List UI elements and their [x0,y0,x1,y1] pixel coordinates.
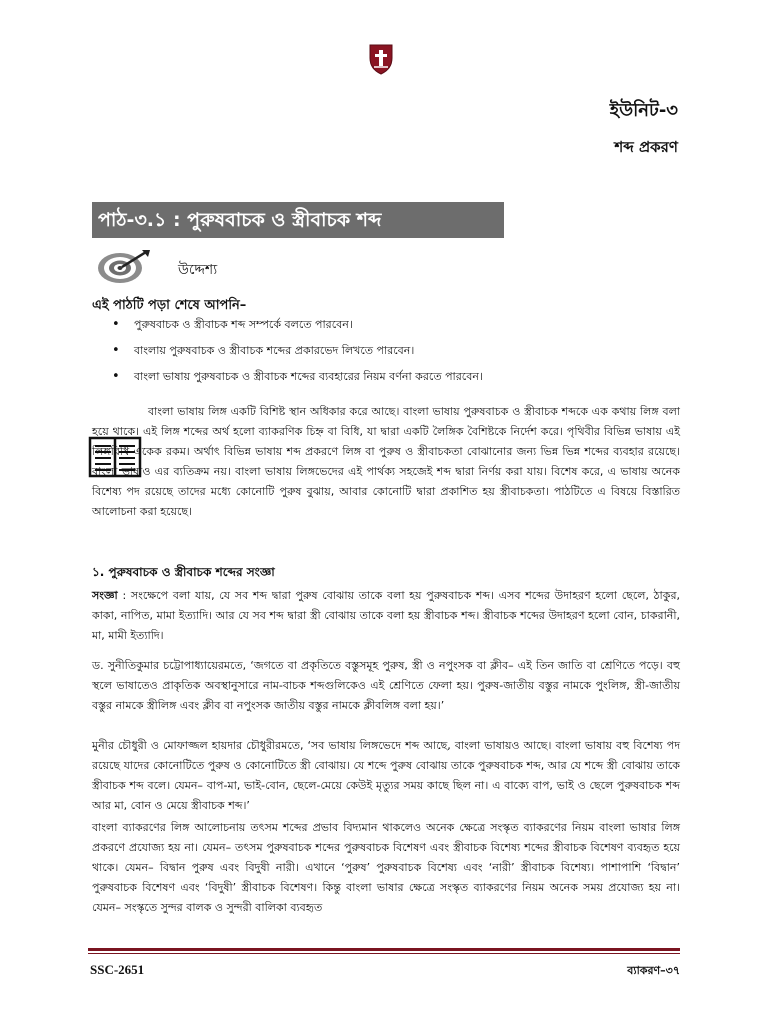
section-heading: ১. পুরুষবাচক ও স্ত্রীবাচক শব্দের সংজ্ঞা [92,565,275,579]
definition-label: সংজ্ঞা [92,589,118,602]
lesson-title-bar: পাঠ-৩.১ : পুরুষবাচক ও স্ত্রীবাচক শব্দ [92,202,504,238]
target-icon [96,248,152,286]
definition-paragraph: সংজ্ঞা : সংক্ষেপে বলা যায়, যে সব শব্দ দ্বারা পুরুষ বোঝায় তাকে বলা হয় পুরুষবাচক শব্দ। এসব শব্দের উদাহরণ হলো ছেলে, ঠাকুর, কাকা, নাপিত, মামা ইত্যাদি। আর যে সব শব্দ দ্বারা স্ত্রী বোঝায় তাকে বলা হয় স্ত্রীবাচক শব্দ। স্ত্রীবাচক শব্দের উদাহরণ হলো বোন, চাকরানী, মা, মামী ইত্যাদি। [92,589,680,642]
list-item: • পুরুষবাচক ও স্ত্রীবাচক শব্দ সম্পর্কে বলতে পারবেন। [110,318,670,344]
page-label: ব্যাকরণ–৩৭ [627,964,680,977]
unit-subtitle: শব্দ প্রকরণ [614,138,678,156]
footer-rule [88,948,680,951]
university-logo [366,42,396,76]
chatterji-paragraph: ড. সুনীতিকুমার চট্টোপাধ্যায়েরমতে, ‘জগতে বা প্রকৃতিতে বস্তুসমূহ পুরুষ, স্ত্রী ও নপুংসক বা ক্লীব– এই তিন জাতি বা শ্রেণিতে পড়ে। বহু স্থলে ভাষাতেও প্রাকৃতিক অবস্থানুসারে নাম-বাচক শব্দগুলিকেও এই শ্রেণিতে ফেলা হয়। পুরুষ-জাতীয় বস্তুর নামকে পুংলিঙ্গ, স্ত্রী-জাতীয় বস্তুর নামকে স্ত্রীলিঙ্গ এবং ক্লীব বা নপুংসক জাতীয় বস্তুর নামকে ক্লীবলিঙ্গ বলা হয়।’ [92,659,680,712]
unit-title: ইউনিট-৩ [609,100,678,121]
course-code: SSC-2651 [90,962,145,977]
objective-label: উদ্দেশ্য [178,262,218,278]
objectives-list [110,318,670,396]
intro-paragraph: বাংলা ভাষায় লিঙ্গ একটি বিশিষ্ট স্থান অধিকার করে আছে। বাংলা ভাষায় পুরুষবাচক ও স্ত্রীবাচক শব্দকে এক কথায় লিঙ্গ বলা হয়ে থাকে। এই লিঙ্গ শব্দের অর্থ হলো ব্যাকরণিক চিহ্ন বা বিধি, যা দ্বারা একটি লৈঙ্গিক বৈশিষ্টকে নির্দেশ করে। পৃথিবীর বিভিন্ন ভাষায় এই লিঙ্গবিধি একেক রকম। অর্থাৎ বিভিন্ন ভাষায় শব্দ প্রকরণে লিঙ্গ বা পুরুষ ও স্ত্রীবাচকতা বোঝানোর জন্য ভিন্ন ভিন্ন শব্দের ব্যবহার রয়েছে। বাংলা ভাষাও এর ব্যতিক্রম নয়। বাংলা ভাষায় লিঙ্গভেদের এই পার্থক্য সহজেই শব্দ দ্বারা নির্ণয় করা যায়। বিশেষ করে, এ ভাষায় অনেক বিশেষ্য পদ রয়েছে তাদের মধ্যে কোনোটি পুরুষ বুঝায়, আবার কোনোটি দ্বারা প্রকাশিত হয় স্ত্রীবাচকতা। পাঠটিতে এ বিষয়ে বিস্তারিত আলোচনা করা হয়েছে। [92,405,680,518]
list-item: • বাংলা ভাষায় পুরুষবাচক ও স্ত্রীবাচক শব্দের ব্যবহারের নিয়ম বর্ণনা করতে পারবেন। [110,370,670,396]
munier-paragraph: মুনীর চৌধুরী ও মোফাজ্জল হায়দার চৌধুরীরমতে, ‘সব ভাষায় লিঙ্গভেদে শব্দ আছে, বাংলা ভাষায়ও আছে। বাংলা ভাষায় বহু বিশেষ্য পদ রয়েছে যাদের কোনোটিতে পুরুষ ও কোনোটিতে স্ত্রী বোঝায়। যে শব্দে পুরুষ বোঝায় তাকে পুরুষবাচক শব্দ, আর যে শব্দে স্ত্রী বোঝায় তাকে স্ত্রীবাচক শব্দ বলে। যেমন– বাপ-মা, ভাই-বোন, ছেলে-মেয়ে কেউই মৃত্যুর সময় কাছে ছিল না। এ বাক্যে বাপ, ভাই ও ছেলে পুরুষবাচক শব্দ আর মা, বোন ও মেয়ে স্ত্রীবাচক শব্দ।’ [92,739,680,812]
list-item: • বাংলায় পুরুষবাচক ও স্ত্রীবাচক শব্দের প্রকারভেদ লিখতে পারবেন। [110,344,670,370]
objectives-intro: এই পাঠটি পড়া শেষে আপনি– [92,298,247,313]
footer-rule-thin [88,953,680,954]
tatsama-paragraph: বাংলা ব্যাকরণের লিঙ্গ আলোচনায় তৎসম শব্দের প্রভাব বিদ্যমান থাকলেও অনেক ক্ষেত্রে সংস্কৃত ব্যাকরণের নিয়ম বাংলা ভাষার লিঙ্গ প্রকরণে প্রযোজ্য হয় না। যেমন– তৎসম পুরুষবাচক শব্দের পুরুষবাচক বিশেষণ এবং স্ত্রীবাচক বিশেষ্য শব্দের স্ত্রীবাচক বিশেষণ ব্যবহৃত হয়ে থাকে। যেমন– বিদ্বান পুরুষ এবং বিদুষী নারী। এখানে ‘পুরুষ’ পুরুষবাচক বিশেষ্য এবং ‘নারী’ স্ত্রীবাচক বিশেষ্য। পাশাপাশি ‘বিদ্বান’ পুরুষবাচক বিশেষণ এবং ‘বিদুষী’ স্ত্রীবাচক বিশেষণ। কিন্তু বাংলা ভাষার ক্ষেত্রে সংস্কৃত ব্যাকরণের নিয়ম অনেক সময় প্রযোজ্য হয় না। যেমন– সংস্কৃতে সুন্দর বালক ও সুন্দরী বালিকা ব্যবহৃত [92,821,680,914]
